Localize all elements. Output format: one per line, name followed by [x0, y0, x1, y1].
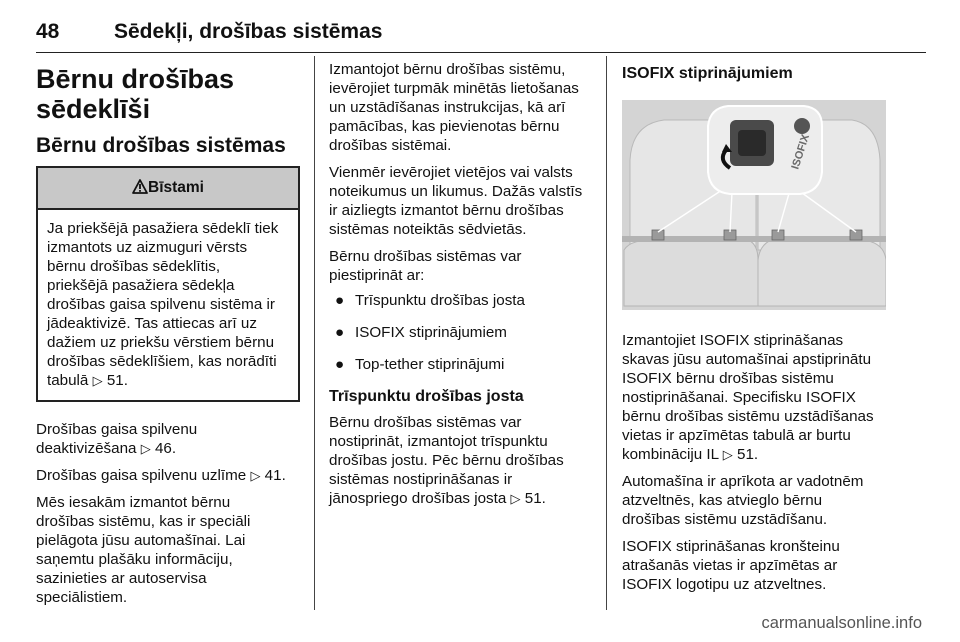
page-number: 48 [36, 20, 60, 43]
page-reference[interactable]: 41. [264, 467, 286, 484]
warning-label: Bīstami [148, 179, 204, 196]
section-heading: ISOFIX stiprinājumiem [622, 65, 793, 82]
paragraph: Drošības gaisa spilvenu deaktivizēšana ▷ 46. [36, 421, 198, 457]
page-header [36, 20, 924, 50]
page-reference[interactable]: 51. [524, 490, 546, 507]
column-left [36, 60, 300, 615]
paragraph: Mēs iesakām izmantot bērnu drošības sistēmu, kas ir speciāli pielāgota jūsu automašīnai. Lai saņemtu plašāku informāciju, sazinieties ar autoservisa speciālistiem. [36, 494, 251, 606]
watermark: carmanualsonline.info [761, 614, 922, 632]
column-divider-left [314, 56, 315, 610]
reference-arrow-icon: ▷ [722, 447, 733, 462]
running-title: Sēdekļi, drošības sistēmas [114, 20, 383, 43]
isofix-illustration [622, 100, 886, 310]
list-item: ● ISOFIX stiprinājumiem [335, 324, 507, 341]
chapter-title: Bērnu drošības sēdeklīši [36, 64, 235, 124]
header-rule [36, 52, 926, 53]
page-reference[interactable]: 51. [737, 446, 759, 463]
reference-arrow-icon: ▷ [510, 491, 521, 506]
paragraph: Drošības gaisa spilvenu uzlīme ▷ 41. [36, 467, 286, 484]
warning-text: Ja priekšējā pasažiera sēdeklī tiek izmantots uz aizmuguri vērsts bērnu drošības sēdeklītis, priekšējā pasažiera sēdekļa drošības gaisa spilvenu sistēma ir jādeaktivizē. Tas attiecas arī uz dažiem uz priekšu vērstiem bērnu drošības sēdeklīšiem, kas norādīti tabulā ▷ 51. [47, 220, 279, 389]
reference-arrow-icon: ▷ [92, 373, 103, 388]
paragraph: Izmantojot bērnu drošības sistēmu, ievērojiet turpmāk minētās lietošanas un uzstādīšanas instrukcijas, kā arī pamācības, kas pievienotas bērnu drošības sistēmai. [329, 61, 579, 154]
paragraph: Izmantojiet ISOFIX stiprināšanas skavas jūsu automašīnai apstiprinātu ISOFIX bērnu drošības sistēmu nostiprināšanai. Specifisku ISOFIX bērnu drošības sistēmu uzstādīšanas vietas ir apzīmētas tabulā ar burtu kombināciju IL ▷ 51. [622, 332, 874, 463]
reference-arrow-icon: ▷ [250, 468, 261, 483]
warning-box [36, 166, 300, 402]
paragraph: Bērnu drošības sistēmas var nostiprināt, izmantojot trīspunktu drošības jostu. Pēc bērnu drošības sistēmas nostiprināšanas ir jānospriego drošības josta ▷ 51. [329, 414, 564, 507]
list-item: ● Trīspunktu drošības josta [335, 292, 525, 309]
column-right [622, 60, 886, 602]
paragraph: Automašīna ir aprīkota ar vadotnēm atzveltnēs, kas atvieglo bērnu drošības sistēmu uzstādīšanu. [622, 473, 864, 528]
list-item: ● Top-tether stiprinājumi [335, 356, 505, 373]
column-middle [329, 60, 593, 516]
reference-arrow-icon: ▷ [140, 441, 151, 456]
isofix-logo-label: ISOFIX [789, 132, 812, 171]
bullet-list [329, 291, 593, 374]
section-title: Bērnu drošības sistēmas [36, 134, 286, 157]
column-divider-right [606, 56, 607, 610]
section-heading: Trīspunktu drošības josta [329, 388, 524, 405]
page-reference[interactable]: 46. [154, 440, 177, 457]
paragraph: ISOFIX stiprināšanas kronšteinu atrašanās vietas ir apzīmētas ar ISOFIX logotipu uz atzveltnes. [622, 538, 840, 593]
paragraph: Vienmēr ievērojiet vietējos vai valsts noteikumus un likumus. Dažās valstīs ir aizliegts izmantot bērnu drošības sistēmas noteiktās sēdvietās. [329, 164, 583, 238]
warning-triangle-icon [132, 179, 148, 194]
paragraph: Bērnu drošības sistēmas var piestiprināt ar: [329, 248, 522, 284]
warning-header [38, 168, 298, 210]
page-reference[interactable]: 51. [106, 372, 128, 389]
